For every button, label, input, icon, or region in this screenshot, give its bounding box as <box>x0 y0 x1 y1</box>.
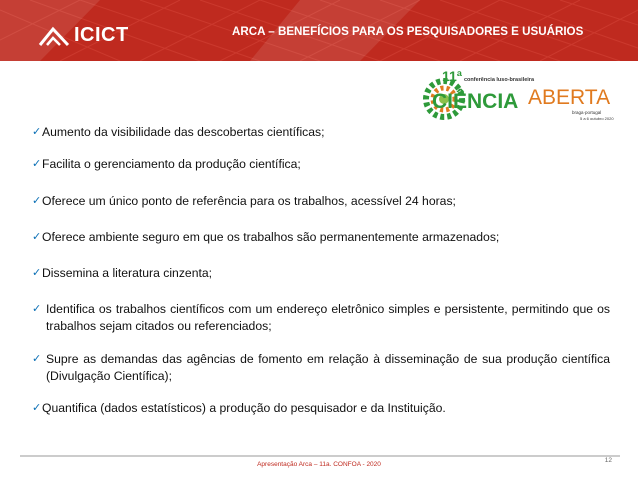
conference-subtitle: conferência luso-brasileira <box>464 77 534 83</box>
conference-word-ciencia: CIÊNCIA <box>432 90 519 113</box>
conference-logo <box>420 66 628 124</box>
list-item-text: Identifica os trabalhos científicos com um endereço eletrônico simples e persistente, permitindo que os trabalhos sejam citados ou referenciados; <box>46 302 610 333</box>
list-item <box>32 156 610 173</box>
list-item-text: Oferece ambiente seguro em que os trabalhos são permanentemente armazenados; <box>42 230 500 244</box>
list-item-text: Supre as demandas das agências de fomento em relação à disseminação de sua produção científica (Divulgação Científica); <box>46 352 610 383</box>
conference-number: 11ª <box>442 68 462 84</box>
checkmark-icon: ✓ <box>32 303 42 315</box>
list-item-text: Aumento da visibilidade das descobertas científicas; <box>42 125 325 139</box>
checkmark-icon: ✓ <box>32 402 42 414</box>
checkmark-icon: ✓ <box>32 231 42 243</box>
icict-mark-icon <box>38 25 72 47</box>
checkmark-icon: ✓ <box>32 158 42 170</box>
conference-location: braga·portugal <box>572 110 602 115</box>
footer-divider <box>20 455 620 457</box>
footer-text: Apresentação Arca – 11a. CONFOA - 2020 <box>257 461 381 468</box>
header-bar <box>0 0 638 61</box>
list-item <box>32 229 610 246</box>
checkmark-icon: ✓ <box>32 353 42 365</box>
list-item <box>32 265 610 282</box>
conference-logo-graphic <box>420 66 628 124</box>
list-item-text: Dissemina a literatura cinzenta; <box>42 266 213 280</box>
list-item-text: Quantifica (dados estatísticos) a produção do pesquisador e da Instituição. <box>42 401 446 415</box>
slide-title: ARCA – BENEFÍCIOS PARA OS PESQUISADORES E USUÁRIOS <box>232 25 584 38</box>
conference-dates: 5 a 6 outubro 2020 <box>580 116 614 121</box>
list-item <box>32 351 610 385</box>
icict-logo <box>38 24 129 47</box>
list-item <box>32 193 610 210</box>
list-item-text: Facilita o gerenciamento da produção científica; <box>42 157 301 171</box>
checkmark-icon: ✓ <box>32 267 42 279</box>
list-item-text: Oferece um único ponto de referência para os trabalhos, acessível 24 horas; <box>42 194 456 208</box>
conference-word-aberta: ABERTA <box>528 86 611 109</box>
checkmark-icon: ✓ <box>32 195 42 207</box>
list-item <box>32 124 610 141</box>
icict-logo-text: ICICT <box>74 24 129 46</box>
list-item <box>32 400 610 417</box>
page-number: 12 <box>604 457 612 464</box>
checkmark-icon: ✓ <box>32 126 42 138</box>
list-item <box>32 301 610 335</box>
